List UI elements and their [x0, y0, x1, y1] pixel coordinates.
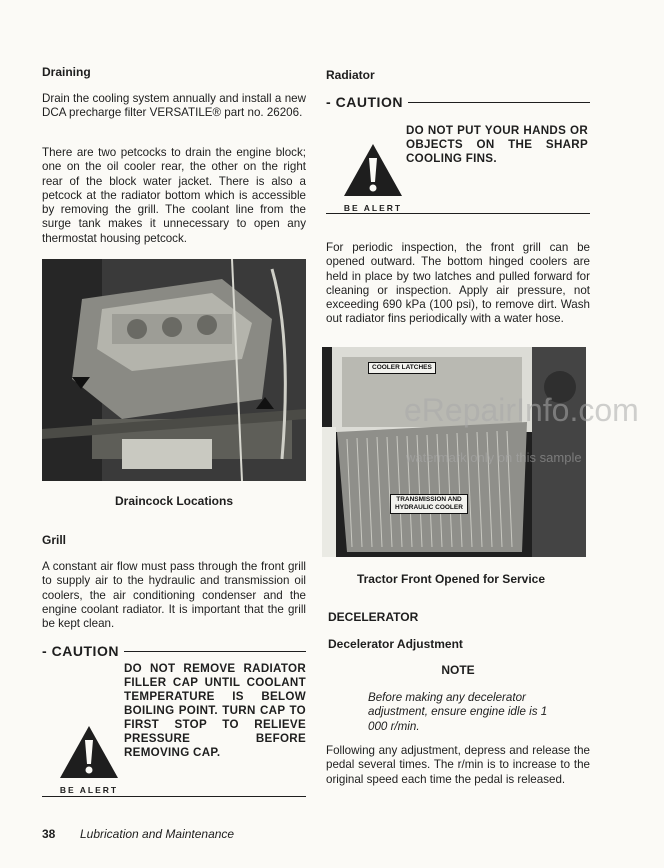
- grill-paragraph: A constant air flow must pass through the front grill to supply air to the hydraulic and transmission oil coolers, the air conditioning condenser and the engine coolant radiator. It is important that the grill be kept clean.: [42, 560, 306, 631]
- draining-paragraph-1: Drain the cooling system annually and install a new DCA precharge filter VERSATILE® part no. 26206.: [42, 92, 306, 120]
- radiator-paragraph: For periodic inspection, the front grill can be opened outward. The bottom hinged coolers are held in place by two latches and pulled forward for cleaning or inspection. Apply air pressure, not exceeding 690 kPa (100 psi), to remove dirt. Wash out radiator fins periodically with a water hose.: [326, 241, 590, 326]
- tractor-front-caption: Tractor Front Opened for Service: [356, 572, 546, 586]
- section-title: Lubrication and Maintenance: [80, 827, 235, 841]
- watermark-sub: watermark only on this sample: [406, 450, 582, 465]
- be-alert-label: BE ALERT: [343, 203, 403, 213]
- page-number: 38: [42, 827, 56, 841]
- decelerator-paragraph: Following any adjustment, depress and release the pedal several times. The r/min is to increase to the original speed each time the pedal is released.: [326, 744, 590, 786]
- caution-banner: [326, 94, 590, 110]
- engine-illustration: [42, 259, 306, 481]
- transmission-cooler-label: TRANSMISSION AND HYDRAULIC COOLER: [390, 494, 468, 514]
- grill-heading: Grill: [42, 533, 67, 547]
- caution-banner: [42, 643, 306, 659]
- decelerator-heading: DECELERATOR: [328, 610, 419, 624]
- draining-paragraph-2: There are two petcocks to drain the engine block; one on the oil cooler rear, the other on the right rear of the block water jacket. There is also a petcock at the radiator bottom which is accessible by removing the grill. The coolant line from the surge tank makes it unnecessary to open any thermostat housing petcock.: [42, 146, 306, 245]
- warning-triangle-icon: [58, 724, 120, 780]
- watermark-main: eRepairInfo.com: [404, 392, 639, 428]
- caution-text: DO NOT PUT YOUR HANDS OR OBJECTS ON THE SHARP COOLING FINS.: [406, 124, 588, 165]
- warning-symbol: [58, 724, 120, 796]
- draincock-photo: [42, 259, 306, 481]
- caution-bottom-rule: [42, 796, 306, 797]
- decelerator-adjustment-heading: Decelerator Adjustment: [328, 637, 463, 651]
- note-heading: NOTE: [441, 663, 475, 677]
- caution-bottom-rule: [326, 213, 590, 214]
- radiator-heading: Radiator: [326, 68, 375, 82]
- warning-triangle-icon: [342, 142, 404, 198]
- note-text: Before making any decelerator adjustment, ensure engine idle is 1 000 r/min.: [368, 691, 548, 733]
- caution-text: DO NOT REMOVE RADIATOR FILLER CAP UNTIL COOLANT TEMPERATURE IS BELOW BOILING POINT. TURN CAP TO FIRST STOP TO RELIEVE PRESSURE BEFORE REMOVING CAP.: [124, 662, 306, 759]
- caution-rule: [408, 102, 590, 103]
- caution-rule: [124, 651, 306, 652]
- warning-symbol: [342, 142, 404, 214]
- caution-label: CAUTION: [51, 643, 119, 659]
- be-alert-label: BE ALERT: [59, 785, 119, 795]
- caution-dash: -: [42, 643, 47, 659]
- cooler-latches-label: COOLER LATCHES: [368, 362, 436, 374]
- draincock-caption: Draincock Locations: [114, 494, 234, 508]
- caution-label: CAUTION: [335, 94, 403, 110]
- draining-heading: Draining: [42, 65, 91, 79]
- caution-dash: -: [326, 94, 331, 110]
